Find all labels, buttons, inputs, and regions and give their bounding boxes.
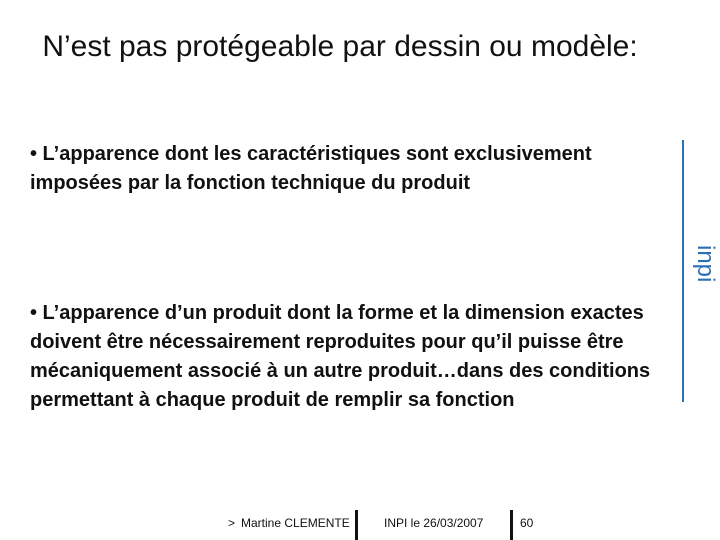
inpi-logo: inpi	[692, 245, 719, 283]
footer-divider	[510, 510, 513, 540]
footer-divider	[355, 510, 358, 540]
footer-author: Martine CLEMENTE	[241, 516, 350, 530]
bullet-mechanical-fit: • L’apparence d’un produit dont la forme et la dimension exactes doivent être nécessairement reproduites pour qu’il puisse être mécaniquement associé à un autre produit…dans des conditions permettant à chaque produit de remplir sa fonction	[30, 302, 651, 411]
page-number: 60	[520, 516, 534, 530]
footer-arrow-icon: >	[228, 516, 236, 530]
bullet-technical-function: • L’apparence dont les caractéristiques sont exclusivement imposées par la fonction technique du produit	[30, 143, 592, 194]
footer-date: INPI le 26/03/2007	[384, 516, 484, 530]
slide-footer	[0, 510, 720, 540]
slide-title: N’est pas protégeable par dessin ou modèle:	[42, 30, 638, 63]
